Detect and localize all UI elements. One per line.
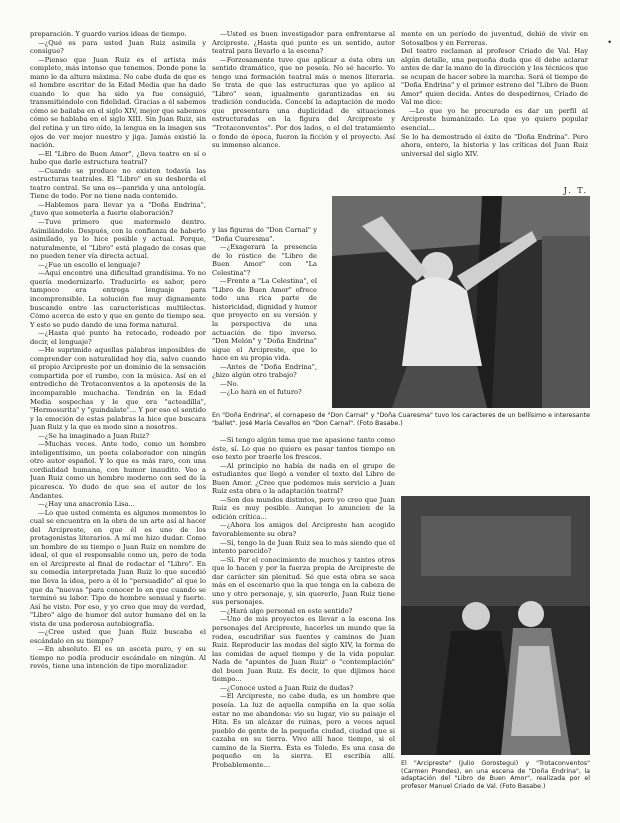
paragraph: —Forzosamente tuve que aplicar a ésta obra un sentido dramático, que no poseía. No sé hacerlo. Yo tengo una formación teatral más o menos literaria. Se trata de que las estructuras que yo aplico al "Libro" sean, igualmente garantizadas en su tradición conducida. Concebí la adaptación de modo que presentara una duplicidad de situaciones estructuradas en la figura del Arcipreste y "Trotaconventos". Por dos lados, o el del tratamiento o fondo de época, fueron la ficción y el proyecto. Así su inmenso alcance. [212,55,395,150]
author-signature: J. T. [563,186,588,195]
paragraph: mente en un período de juventud, debió de vivir en Sotosalbos y en Ferreras. [401,30,588,47]
paragraph: —¿Ahora los amigos del Arcipreste han acogido favorablemente su obra? [212,521,395,539]
margin-mark: • [607,38,612,47]
paragraph: —En absoluto. Él es un asceta puro, y en su tiempo no podía producir escándalo en ningún. Al revés, tiene una intención de tipo moralizador. [30,645,206,671]
article-column-1 [30,30,206,820]
paragraph: —Muchas veces. Ante todo, como un hombre inteligentísimo, un poeta colaborador con ningún otro autor español. Y lo que es más raro, con una cordialidad humana, con humor inaudito. Veo a Juan Ruiz como un hombre moderno con sed de la picaresca. Yo dudo de que sea el autor de los Andantes. [30,440,206,500]
paragraph: —El "Libro de Buen Amor", ¿lleva teatro en sí o hubo que darle estructura teatral? [30,149,206,167]
paragraph: —Lo que usted comenta es algunos momentos lo cual se encuentra en la obra de un arte así al hacer del Arcipreste, en que él es uno de los protagonistas literarios. A mí me hizo dudar. Como un hombre de su tiempo o Juan Ruiz en nombre de ideal, el que el responsable como un, pero de toda en el Arcipreste al final de redactar el "Libro". En su comedia interpretada Juan Ruiz lo que sucedió me lleva la idea, pero a él lo "persuadido" al que lo que da "nuevas "para conocer lo en que cuando se terminó su labor. Tipo de hombre sensual y fuerte. Así he visto. Por eso, y yo creo que muy de verdad, "Libro" algo de humor del autor humano del en la vista de una poderosa autobiografía. [30,508,206,628]
paragraph: preparación. Y guardo varios ideas de tiempo. [30,30,187,38]
article-column-2-lower [212,436,395,814]
paragraph: —¿Hasta qué punto ha retocado, rodeado por decir, el lenguaje? [30,329,206,346]
article-column-3 [401,30,588,192]
paragraph: —Uno de mis proyectos es llevar a la escena los personajes del Arcipreste, hacerles un mundo que la rodea, escudriñar sus fuentes y caminos de Juan Ruiz. Reproducir las modas del siglo XIV, la forma de las comidas de aquel tiempo y de la vida popular. Nada de "apuntes de Juan Ruiz" o "contemplación" del buen Juan Ruiz. Es decir, lo que dijimos hace tiempo... [212,615,395,684]
paragraph: Del teatro reclaman al profesor Criado de Val. Hay algún detalle, una pequeña duda que él debe aclarar antes de dar la mano de la dirección y los técnicos que se ocupan de hacer sobre la marcha. Será el tiempo de "Doña Endrina" y el primer estreno del "Libro de Buen Amor" quien decida. Antes de despedirnos, Criado de Val me dice: [401,47,588,107]
paragraph: —¿Lo hará en el futuro? [220,388,302,397]
paragraph: —¿Hará algo personal en este sentido? [220,606,353,615]
paragraph: —Lo que yo he procurado es dar un perfil al Arcipreste humanizado. Lo que yo quiero popular esencial... [401,106,588,133]
photo-caption-1: En "Doña Endrina", el cornapeso de "Don Carnal" y "Doña Cuaresma" tuvo los caracteres de un bellísimo e interesante "ballet". José María Cevallos en "Don Carnal". (Foto Basabe.) [212,412,590,427]
paragraph: —Son dos mundos distintos, pero yo creo que Juan Ruiz es muy posible. Aunque lo anuncien de la edición crítica... [212,495,395,521]
paragraph: —¿Qué es para usted Juan Ruiz asimila y consigue? [30,38,206,56]
photo-caption-2: El "Arcipreste" (Julio Gorostegui) y "Trotaconventos" (Carmen Prendes), en una escena de "Doña Endrina", la adaptación del "Libro de Buen Amor", realizada por el profesor Manuel Criado de Val. (Foto Basabe.) [401,760,590,790]
paragraph: —Cuando se produce no existen todavía las estructuras teatrales. El "Libro" en su desborda el teatro central. Se una es—panrida y una antología. Tiene de todo. Por no tiene nada contenido. [30,166,206,201]
paragraph: —Al principio no había de nada en el grupo de estudiantes que llegó a vender el texto del Libro de Buen Amor. ¿Cree que podemos más servicio a Juan Ruiz esta obra o la adaptación teatral? [212,461,395,496]
paragraph: —Tuve primero que matermelo dentro. Asimilándolo. Después, con la confianza de haberlo asimilado, ya lo hice posible y actual. Porque, naturalmente, el "Libro" está plagado de cosas que no pueden tener vía directa actual. [30,218,206,261]
paragraph: —Si tengo algún tema que me apasione tanto como éste, sí. Lo que no quiero es pasar tantos tiempo en ese texto por traerle los frescos. [212,436,395,462]
paragraph: —Hablemos para llevar ya a "Doña Endrina", ¿tuvo que someterla a fuerte elaboración? [30,200,206,218]
paragraph: —¿Exagerará la presencia de lo rústico de "Libro de Buen Amor" con "La Celestina"? [212,243,317,277]
paragraph: y las figuras de "Don Carnal" y "Doña Cuaresma". [212,226,317,243]
paragraph: —No. [220,379,239,388]
paragraph: —¿Cree usted que Juan Ruiz buscaba el escándalo en su tiempo? [30,628,206,645]
paragraph: —Usted es buen investigador para enfrentarse al Arcipreste. ¿Hasta qué punto es un sentido, autor teatral para llevarlo a la escena? [212,30,395,56]
paragraph: —¿Conoce usted a Juan Ruiz de dudas? [220,683,354,692]
paragraph: —¿Hay una anacronía Lisa... [38,500,135,509]
paragraph: —Sí. Por el conocimiento de muchos y tantos otros que lo hacen y por la fuerza propia de Arcipreste de dar carácter sin plenitud. Sé que esta obra se saca más en el escenario que la que tenga en la cabeza de uno y otro personaje, y, sin quererlo, Juan Ruiz tiene sus personajes. [212,555,395,607]
article-column-2 [212,30,395,210]
article-column-2-middle [212,226,317,406]
paragraph: —Sí, tengo la de Juan Ruiz sea lo más siendo que el intento parecido? [212,538,395,556]
actors-scene-photo [401,496,590,755]
dance-scene-photo [332,196,590,408]
paragraph: —¿Se ha imaginado a Juan Ruiz? [38,431,150,440]
paragraph: —Frente a "La Celestina", el "Libro de Buen Amor" ofrece todo una rica parte de historicidad, dignidad y humor que proyecto en su versión y la perspectiva de una actuación de tipo inverso. "Don Melón" y "Doña Endrina" sigue el Arcipreste, que lo hace en su propia vida. [212,277,317,363]
paragraph: —Aquí encontré una dificultad grandísima. Yo no quería modernizarlo. Traducirlo es sabor, pero tampoco era entrega lenguaje para incomprensible. La solución fue muy dignamente buscando entre las características multilectas. Cómo acerca de esto y que en gente de tiempo sea. Y esto se pudo dando de una forma natural. [30,269,206,329]
paragraph: Se lo ha demostrado el éxito de "Doña Endrina". Pero ahora, entero, la historia y las críticas del Juan Ruiz universal del siglo XIV. [401,132,588,158]
paragraph: —¿Fue un escollo el lenguaje? [38,260,141,269]
paragraph: —Antes de "Doña Endrina", ¿hizo algún otro trabajo? [212,362,317,380]
paragraph: —Pienso que Juan Ruiz es el artista más completo, más intenso que tenemos. Donde pone la mano le da altura máxima. No cabe duda de que es el hombre escritor de la Edad Media que ha dado cuando lo que ha sido ya fue consiguió, transmitiéndolo con fidelidad. Gracias a él sabemos cómo se bailaba en el siglo XIV, mejor que sabemos cómo se hablaba en el siglo XIII. Sin Juan Ruiz, sin del retina y un tiro oído, la lengua en la imagen sus ojos de ver mejor nuestro y jiga. Jamás existió la nación. [30,55,206,150]
paragraph: —He suprimido aquellas palabras imposibles de comprender con naturalidad hoy día, salvo cuando el propio Arcipreste por un dominio de la sensación compartida por el rumbo, con la música. Así en el entredicho de Trotaconventos a la apoteosis de la incomparable muchacha. Tendrán en la Edad Media sospechas y le que era "acteadílla", "Hermosurita" y "guindalate"... Y por eso el sentido y la emoción de estas palabras la hice que buscara Juan Ruiz y la que es modo sino a nosotros. [30,346,206,432]
paragraph: —El Arcipreste, no cabe duda, es un hombre que poseía. La luz de aquella campiña en la que solía estar no me abandona: vio su lugar, vio su paisaje el Hita. Es un alcázar de ruinas, pero a veces aquel pueblo de gente de la pequeña ciudad, ciudad que si cazaba en su tierra. Vivo allí hace tiempo, si el camino de la Sierra. Ésta es Toledo. Es una casa de pequeño en la sierra. El escribía allí. Probablemente... [212,692,395,769]
